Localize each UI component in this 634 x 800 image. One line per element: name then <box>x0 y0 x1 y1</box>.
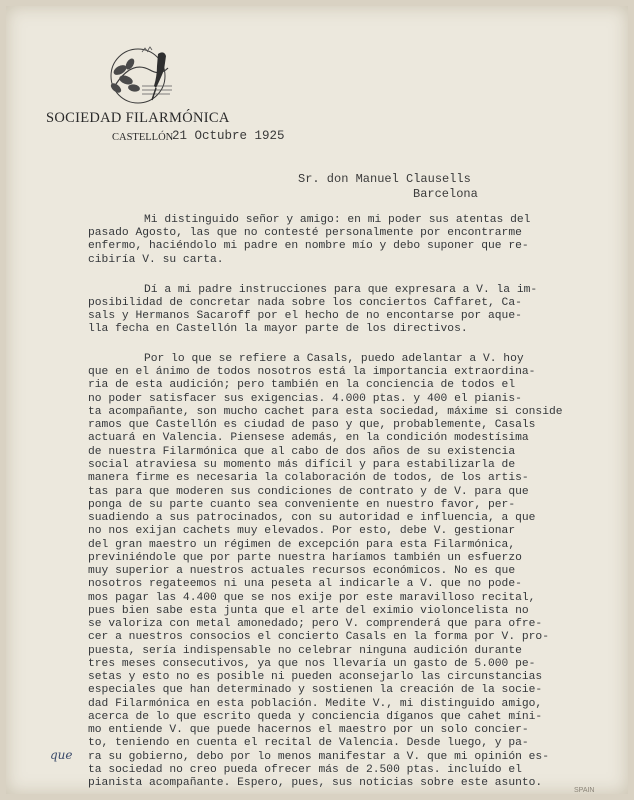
body-line: cer a nuestros consocios el concierto Casals en la forma por V. pro- <box>88 631 549 643</box>
body-line: Por lo que se refiere a Casals, puedo adelantar a V. hoy <box>144 353 524 365</box>
body-line: especiales que han determinado y sostienen la creación de la socie- <box>88 684 543 696</box>
body-line: que en el ánimo de todos nosotros está la importancia extraordina- <box>88 366 536 378</box>
body-line: social atraviesa su momento más difícil y para estabilizarla de <box>88 459 516 471</box>
body-line: pasado Agosto, las que no contesté personalmente por encontrarme <box>88 227 522 239</box>
body-line: puesta, sería indispensable no celebrar ninguna audición durante <box>88 645 522 657</box>
body-line: no nos exijan cachets muy elevados. Por esto, debe V. gestionar <box>88 525 516 537</box>
body-line: pianista acompañante. Espero, pues, sus noticias sobre este asunto. <box>88 777 543 789</box>
archive-stamp: SPAIN <box>574 787 595 794</box>
recipient-name: Sr. don Manuel Clausells <box>298 172 471 186</box>
body-line: ra su gobierno, debo por lo menos manifestar a V. que mi opinión es- <box>88 751 549 763</box>
body-line: nosotros regateemos ni una peseta al indicarle a V. que no pode- <box>88 578 522 590</box>
body-line: cibiría V. su carta. <box>88 254 224 266</box>
body-line: setas y esto no es posible ni pueden aconsejarlo las circunstancias <box>88 671 543 683</box>
body-line: Mi distinguido señor y amigo: en mi poder sus atentas del <box>144 214 531 226</box>
recipient-block <box>298 172 478 202</box>
body-line: dad Filarmónica en esta población. Medite V., mi distinguido amigo, <box>88 698 543 710</box>
body-line: se valoriza con metal amonedado; pero V. comprenderá que para ofre- <box>88 618 543 630</box>
body-line: de nuestra Filarmónica que al cabo de dos años de su existencia <box>88 446 516 458</box>
society-name: SOCIEDAD FILARMÓNICA <box>46 110 230 126</box>
body-line: mos pagar las 4.400 que se nos exije por este maravilloso recital, <box>88 592 536 604</box>
body-line: manera firme es necesaria la colaboración de todos, de los artis- <box>88 472 529 484</box>
body-line: sals y Hermanos Sacaroff por el hecho de no encontarse por aque- <box>88 310 522 322</box>
body-line: ramos que Castellón es ciudad de paso y que, probablemente, Casals <box>88 419 536 431</box>
body-line: del gran maestro un régimen de excepción para esta Filarmónica, <box>88 539 516 551</box>
body-line: suadiendo a sus patrocinados, con su autoridad e influencia, a que <box>88 512 536 524</box>
body-line: muy superior a nuestros actuales recursos económicos. No es que <box>88 565 516 577</box>
body-line: no poder satisfacer sus exigencias. 4.000 ptas. y 400 el pianis- <box>88 393 522 405</box>
body-line: enfermo, haciéndolo mi padre en nombre mío y debo suponer que re- <box>88 240 529 252</box>
body-line: acerca de lo que escrito queda y conciencia díganos que cahet míni- <box>88 711 543 723</box>
body-line: lla fecha en Castellón la mayor parte de los directivos. <box>88 323 468 335</box>
recipient-city: Barcelona <box>413 187 478 201</box>
body-line: ria de esta audición; pero también en la conciencia de todos el <box>88 379 516 391</box>
body-line: to, teniendo en cuenta el recital de Valencia. Desde luego, y pa- <box>88 737 529 749</box>
letter-page <box>6 6 628 794</box>
body-line: previniéndole que por parte nuestra haríamos también un esfuerzo <box>88 552 522 564</box>
handwritten-note: que <box>50 748 73 762</box>
body-line: posibilidad de concretar nada sobre los conciertos Caffaret, Ca- <box>88 297 522 309</box>
body-line: ta sociedad no creo pueda ofrecer más de 2.500 ptas. incluído el <box>88 764 522 776</box>
body-line: ponga de su parte cuanto sea conveniente en nuestro favor, per- <box>88 499 516 511</box>
body-line: pues bien sabe esta junta que el arte del eximio violoncelista no <box>88 605 529 617</box>
body-line: actuará en Valencia. Piensese además, en la condición modestísima <box>88 432 529 444</box>
bird-on-branch-emblem-icon <box>102 40 182 108</box>
body-line: tas para que moderen sus condiciones de contrato y de V. para que <box>88 486 529 498</box>
letter-date: 21 Octubre 1925 <box>172 129 285 143</box>
body-line: Dí a mi padre instrucciones para que expresara a V. la im- <box>144 284 538 296</box>
body-line: tres meses consecutivos, ya que nos llevaría un gasto de 5.000 pe- <box>88 658 536 670</box>
letterhead-city: CASTELLÓN <box>112 132 174 143</box>
body-line: mo entiende V. que puede hacernos el maestro por un solo concier- <box>88 724 529 736</box>
body-line: ta acompañante, son mucho cachet para esta sociedad, máxime si conside <box>88 406 563 418</box>
